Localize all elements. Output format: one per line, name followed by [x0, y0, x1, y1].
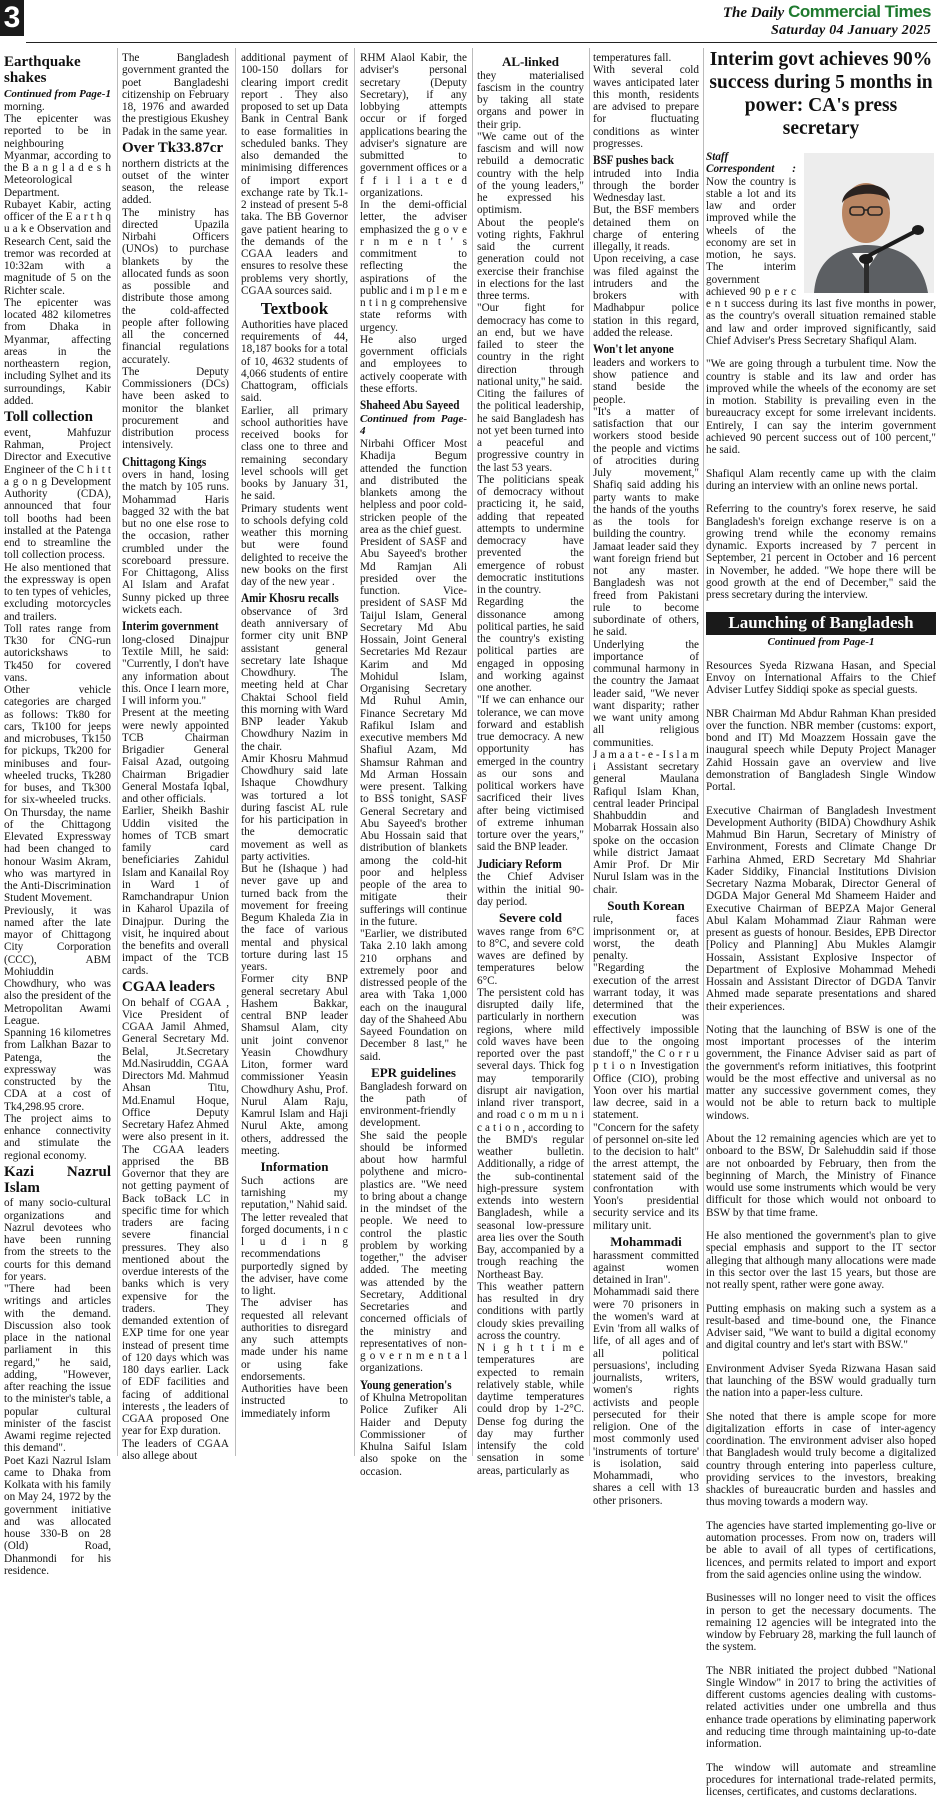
- article-paragraph: He also mentioned the government's plan to give special emphasis and support to the IT sector alleging that although many allocations were made in this sector over the last 15 years, but those are not really spent, rather were gone away.: [706, 1230, 936, 1292]
- article-paragraph: Bangladesh forward on the path of environment-friendly development.: [360, 1080, 467, 1130]
- article-paragraph: With several cold waves anticipated later this month, residents are advised to prepare for fluctuating conditions as winter progresses.: [593, 64, 699, 150]
- story-2-continued: Continued from Page-1: [767, 636, 875, 649]
- article-paragraph: the Chief Adviser within the initial 90-day period.: [477, 871, 584, 908]
- masthead-daily: The Daily: [722, 5, 785, 21]
- article-paragraph: additional payment of 100-150 dollars for clearing import credit report . They also proposed to set up Data Bank in Central Bank to ease formalities in scheduled banks. They also demanded the minimising differences of import export exchange rate by Tk.1-2 instead of present 5-8 taka. The BB Governor gave patient hearing to the demands of the CGAA leaders and ensures to resolve these problems very shortly, CGAA sources said.: [241, 52, 348, 297]
- article-paragraph: Environment Adviser Syeda Rizwana Hasan said that launching of the BSW would gradually turn the nation into a paper-less culture.: [706, 1362, 936, 1400]
- article-paragraph: Primary students went to schools defying cold weather this morning but were found delighted to receive the new books on the first day of the new year .: [241, 502, 348, 589]
- column-divider: [472, 48, 473, 1456]
- story-headline: Interim government: [122, 618, 219, 634]
- article-paragraph: President of SASF and Abu Sayeed's brother Md Ramjan Ali presided over the function. Vice-president of SASF Md Taijul Islam, General Secretary Md Abu Hossain, Joint General Secretaries Md Rezaur Karim and Md Mohidul Islam, Organising Secretary Md Ruhul Amin, Finance Secretary Md Rafikul Islam and executive members Md Shafiul Azam, Md Shamsur Rahman and Md Arman Hossain were present. Talking to BSS tonight, SASF General Secretary and Abu Sayeed's brother Abu Hossain said that distribution of blankets among the cold-hit poor and helpless people of the area to mitigate their sufferings will continue in the future.: [360, 536, 467, 928]
- page-number: 3: [0, 0, 24, 36]
- story-2-headline: Launching of Bangladesh: [706, 612, 936, 635]
- story-headline: Severe cold: [499, 910, 562, 926]
- article-paragraph: The politicians speak of democracy without practicing it, he said, adding that repeated attempts to undermine democracy have prevented the emergence of robust democratic institutions in the country.: [477, 473, 584, 597]
- story-2-body: [706, 660, 936, 1799]
- article-paragraph: Spanning 16 kilometres from Lalkhan Bazar to Patenga, the expressway was constructed by the CDA at a cost of Tk4,298.95 crore.: [4, 1027, 111, 1113]
- story-headline: Kazi Nazrul Islam: [4, 1163, 111, 1196]
- article-paragraph: "Concern for the safety of personnel on-site led to the decision to halt" the arrest attempt, the statement said of the confrontation with Yoon's presidential security service and its military unit.: [593, 1121, 699, 1232]
- article-paragraph: N i g h t t i m e temperatures are expected to remain relatively stable, while daytime temperatures could drop by 1-2°C. Dense fog during the day may further intensify the cold sensation in some areas, particularly as: [477, 1342, 584, 1477]
- article-paragraph: Citing the failures of the political leadership, he said Bangladesh has not yet been turned into a peaceful and progressive country in the last 53 years.: [477, 388, 584, 474]
- article-paragraph: observance of 3rd death anniversary of former city unit BNP assistant general secretary late Ishaque Chowdhury. The meeting held at Char Chaktai School field this morning with Ward BNP leader Yakub Chowdhury Nazim in the chair.: [241, 605, 348, 753]
- article-paragraph: The window will automate and streamline procedures for international trade-related permits, licenses, certificates, and customs declarations.: [706, 1761, 936, 1799]
- article-paragraph: Shafiqul Alam recently came up with the claim during an interview with an online news portal.: [706, 467, 936, 492]
- masthead-name: Commercial Times: [788, 2, 931, 21]
- article-paragraph: Previously, it was named after the late mayor of Chittagong City Corporation (CCC), ABM Mohiuddin Chowdhury, who was also the president of the Metropolitan Awami League.: [4, 904, 111, 1027]
- article-paragraph: He also urged government officials and employees to actively cooperate with these efforts.: [360, 333, 467, 395]
- article-paragraph: "There had been writings and articles with the demand. Discussion also took place in the national parliament in this regard," he said, adding, "However, after reaching the issue to the minister's table, a popular cultural minister of the fascist Awami regime rejected this demand".: [4, 1283, 111, 1455]
- lead-story: [706, 48, 936, 1810]
- column-2: [122, 52, 229, 1462]
- article-paragraph: Mohammadi said there were 70 prisoners in the women's ward at Evin 'from all walks of life, of all ages and of all political persuasions', including journalists, writers, women's rights activists and people persecuted for their religion. One of the most commonly used 'instruments of torture' is isolation, said Mohammadi, who shares a cell with 13 other prisoners.: [593, 1286, 699, 1507]
- story-headline: Won't let anyone: [593, 341, 674, 357]
- story-headline: Over Tk33.87cr: [122, 139, 224, 156]
- lead-headline: Interim govt achieves 90% success during 5 months in power: CA's press secretary: [709, 49, 933, 139]
- story-headline: Textbook: [260, 299, 329, 318]
- article-paragraph: Present at the meeting were newly appointed TCB Chairman Brigadier General Faisal Azad, outgoing Chairman Brigadier General Mostafa Iqbal, and other officials.: [122, 707, 229, 806]
- article-paragraph: Former city BNP general secretary Abul Hashem Bakkar, central BNP leader Shamsul Alam, city unit joint convenor Yeasin Chowdhury Liton, former ward commissioner Yeasin Chowdhury Ashu, Prof. Nurul Alam Raju, Kamrul Islam and Haji Nurul Akte, among others, addressed the meeting.: [241, 973, 348, 1157]
- article-paragraph: Toll rates range from Tk30 for CNG-run autorickshaws to Tk450 for covered vans.: [4, 622, 111, 684]
- article-paragraph: "Earlier, we distributed Taka 2.10 lakh among 210 orphans and extremely poor and distressed people of the area with Taka 1,000 each on the inaugural day of the Shaheed Abu Sayeed Foundation on December 8 last," he said.: [360, 928, 467, 1063]
- column-4: [360, 52, 467, 1478]
- article-paragraph: "We are going through a turbulent time. Now the country is stable and its law and order has improved while the wheels of the economy are set in motion. Stability is prevailing even in the bureaucracy except for some irrelevant incidents. Entirely, I can say the interim government achieved 90 percent success out of 100 percent," he said.: [706, 358, 936, 457]
- article-paragraph: Regarding the dissonance among political parties, he said the country's existing political parties are engaged in opposing and working against one another.: [477, 596, 584, 695]
- story-headline: AL-linked: [501, 54, 560, 69]
- article-paragraph: Earlier, all primary school authorities have received books for class one to three and remaining secondary level schools will get books by January 31, he said.: [241, 404, 348, 503]
- issue-date: Saturday 04 January 2025: [770, 23, 931, 38]
- article-paragraph: NBR Chairman Md Abdur Rahman Khan presided over the function. NBR member (customs: export, bond and IT) Md Moazzem Hossain gave the inaugural speech while Deputy Project Manager Zahid Hossain gave an overview and live demonstration of Bangladesh Single Window Portal.: [706, 707, 936, 794]
- article-paragraph: Referring to the country's forex reserve, he said Bangladesh's foreign exchange reserve is on a growing trend while the economy remains dynamic. Exports increased by 7 percent in September, 21 percent in October and 16 percent in November, he added. "We hope there will be good growth at the end of December," said the press secretary during the interview.: [706, 503, 936, 601]
- story-headline: Young generation's: [360, 1376, 452, 1392]
- article-paragraph: temperatures fall.: [593, 52, 672, 64]
- article-paragraph: Authorities have been instructed to immediately inform: [241, 1383, 348, 1420]
- portrait-illustration: [804, 153, 934, 293]
- column-5: [477, 52, 584, 1477]
- article-paragraph: leaders and workers to show patience and stand beside the people.: [593, 356, 699, 406]
- article-paragraph: northern districts at the outset of the winter season, the release added.: [122, 157, 229, 207]
- continued-note: Continued from Page- 4: [360, 412, 467, 437]
- article-paragraph: "Our fight for democracy has come to an end, but we have failed to steer the country in the right direction through national unity," he said.: [477, 302, 584, 388]
- story-headline: Information: [260, 1159, 329, 1175]
- masthead: [723, 2, 931, 22]
- column-divider: [117, 48, 118, 1456]
- column-divider: [589, 48, 590, 1456]
- header-rule: [26, 42, 937, 43]
- article-paragraph: J a m a a t - e - I s l a m i Assistant secretary general Maulana Rafiqul Islam Khan, central leader Principal Shahbuddin and Mobarrak Hossain also spoke on the occasion while district Jamaat Amir Prof. Dr Mir Nurul Islam was in the chair.: [593, 748, 699, 896]
- article-paragraph: Authorities have placed requirements of 44, 18,187 books for a total of 10, 4632 students of 4,066 students of entire Chattogram, officials said.: [241, 318, 348, 405]
- lead-paragraphs: [706, 358, 936, 601]
- story-headline: Judiciary Reform: [477, 855, 562, 871]
- press-secretary-photo: [804, 153, 934, 293]
- article-paragraph: long-closed Dinajpur Textile Mill, he said: "Currently, I don't have any information about this. Once I learn more, I will inform you.": [122, 633, 229, 708]
- article-paragraph: Nirbahi Officer Most Khadija Begum attended the function and distributed the blankets among the helpless and poor cold-stricken people of the area as the chief guest.: [360, 438, 467, 536]
- article-paragraph: This weather pattern has resulted in dry conditions with partly cloudy skies prevailing across the country.: [477, 1280, 584, 1342]
- article-paragraph: Rubayet Kabir, acting officer of the E a r t h q u a k e Observation and Research Cent, said the tremor was recorded at 10:32am with a magnitude of 5 on the Richter scale.: [4, 198, 111, 297]
- article-paragraph: He also mentioned that the expressway is open to ten types of vehicles, excluding motorcycles and trailers.: [4, 561, 111, 623]
- story-headline: Mohammadi: [610, 1233, 682, 1249]
- lead-byline: Staff Correspondent :: [706, 151, 796, 176]
- story-headline: EPR guidelines: [371, 1064, 456, 1080]
- article-paragraph: The epicenter was located 482 kilometres from Dhaka in Myanmar, affecting areas in the northeastern region, including Sylhet and its surroundings, Kabir added.: [4, 296, 111, 407]
- article-paragraph: On behalf of CGAA , Vice President of CGAA Jamil Ahmed, General Secretary Md. Belal, Jt.Secretary Md.Nasiruddin, CGAA Directors Md. Mahmud Ahsan Titu, Md.Enamul Hoque, Office Deputy Secretary Hafez Ahmed were also present in it. The CGAA leaders apprised the BB Governor that they are not getting payment of Back toBack LC in specific time for which traders are facing severe financial pressures. They also mentioned about the overdue interests of the banks which is very expensive for the traders. They demanded extention of EXP time for one year instead of present time of 120 days which was 180 days earlier. Lack of EDF facilities and facing of additional interests , the leaders of CGAA proposed One year for Exp duration.: [122, 996, 229, 1438]
- article-paragraph: of many socio-cultural organizations and Nazrul devotees who have been running from the streets to the courts for this demand for years.: [4, 1197, 111, 1283]
- article-paragraph: Amir Khosru Mahmud Chowdhury said late Ishaque Chowdhury was tortured a lot during fascist AL rule for his participation in the democratic movement as well as party activities.: [241, 752, 348, 863]
- article-paragraph: The ministry has directed Upazila Nirbahi Officers (UNOs) to purchase blankets by the allocated funds as soon as possible and distribute those among the cold-affected people after following all the concerned financial regulations accurately.: [122, 206, 229, 366]
- article-paragraph: RHM Alaol Kabir, the adviser's personal secretary (Deputy Secretary), if any lobbying attempts occur or if forged applications bearing the adviser's signature are submitted to government offices or a f f i l i a t e d organizations.: [360, 52, 467, 199]
- article-paragraph: The Bangladesh government granted the poet Bangladeshi citizenship on February 18, 1976 and awarded the prestigious Ekushey Padak in the same year.: [122, 52, 229, 138]
- article-paragraph: About the people's voting rights, Fakhrul said the current generation could not exercise their franchise in elections for the last three terms.: [477, 216, 584, 303]
- lead-paragraph: Now the country is stable a lot and its law and order improved while the wheels of the economy are set in motion, he says. The interim government achieved 90 p e r c e n t success during its last five months in power, as the country's overall situation remained stable and law and order improved significantly, said Chief Adviser's Press Secretary Shafiqul Alam.: [706, 175, 936, 347]
- article-paragraph: of Khulna Metropolitan Police Zufiker Ali Haider and Deputy Commissioner of Khulna Saiful Islam also spoke on the occasion.: [360, 1392, 467, 1478]
- article-paragraph: "If we can enhance our tolerance, we can move forward and establish true democracy. A new opportunity has emerged in the country as our sons and political workers have sacrificed their lives after being victimised of extreme inhuman torture over the years," said the BNP leader.: [477, 694, 584, 854]
- story-headline: CGAA leaders: [122, 978, 215, 995]
- article-paragraph: "It's a matter of satisfaction that our workers stood beside the people and victims of atrocities during July movement," Shafiq said adding his party wants to make the hands of the youths as the tools for building the country.: [593, 405, 699, 541]
- article-paragraph: Such actions are tarnishing my reputation," Nahid said.: [241, 1174, 348, 1212]
- article-paragraph: rule, faces imprisonment or, at worst, the death penalty.: [593, 913, 699, 963]
- article-paragraph: The adviser has requested all relevant authorities to disregard any such attempts made under his name or using fake endorsements.: [241, 1297, 348, 1383]
- lead-body: [706, 151, 936, 601]
- column-1: [4, 52, 111, 1577]
- article-paragraph: The project aims to enhance connectivity and stimulate the regional economy.: [4, 1112, 111, 1162]
- article-paragraph: Upon receiving, a case was filed against the intruders and the brokers with Madhabpur police station in this regard, added the release.: [593, 253, 699, 339]
- article-paragraph: "Regarding the execution of the arrest warrant today, it was determined that the execution was effectively impossible due to the ongoing standoff," the C o r r u p t i o n Investigation Office (CIO), probing Yoon over his martial law decree, said in a statement.: [593, 962, 699, 1122]
- article-paragraph: But, the BSF members detained them on charge of entering illegally, it reads.: [593, 204, 699, 254]
- article-paragraph: Poet Kazi Nazrul Islam came to Dhaka from Kolkata with his family on May 24, 1972 by the government initiative and was allocated house 330-B on 28 (Old) Road, Dhanmondi for his residence.: [4, 1454, 111, 1577]
- article-paragraph: The Deputy Commissioners (DCs) have been asked to monitor the blanket procurement and distribution process intensively.: [122, 365, 229, 452]
- article-paragraph: Executive Chairman of Bangladesh Investment Development Authority (BIDA) Chowdhury Ashik Mahmud Bin Harun, Secretary of Ministry of Environment, Forests and Climate Change Dr Farhina Ahmed, ERD Secretary Md Shahriar Kader Siddiky, Financial Institutions Division Secretary Nazma Mobarak, Director General of DGDA Major General Md Shameem Haider and Executive Chairman of BEPZA Major General Abul Kalam Mohammad Ziaur Rahman were present as guests of honour. Besides, EPB Director [Policy and Planning] Abu Mukles Alamgir Hossain, Assistant Explosive Inspector of Department of Explosive Mohammad Mehedi Hossain and Assistant Director of DGDA Tanvir Ahmed made separate presentations and shared their experiences.: [706, 804, 936, 1013]
- article-paragraph: Resources Syeda Rizwana Hasan, and Special Envoy on International Affairs to the Chief Adviser Lutfey Siddiqi spoke as special guests.: [706, 659, 936, 697]
- story-headline: South Korean: [607, 897, 685, 913]
- continued-note: Continued from Page-1: [4, 87, 111, 100]
- column-6: [593, 52, 699, 1507]
- article-paragraph: The NBR initiated the project dubbed "National Single Window" in 2017 to bring the activities of different customs agencies dealing with customs-related activities under one umbrella and thus enhance trade operations by eliminating paperwork and reducing time through maintaining up-to-date information.: [706, 1664, 936, 1751]
- article-paragraph: She noted that there is ample scope for more digitalization efforts in case of inter-agency coordination. The environment adviser also hoped that Bangladesh would truly become a digitalized country through entering into paperless culture, providing services to the investors, breaking shackles of bureaucratic burden and hassles and thus moving towards a modern way.: [706, 1410, 936, 1509]
- article-paragraph: About the 12 remaining agencies which are yet to onboard to the BSW, Dr Salehuddin said if those are not onboarded by February, then from the beginning of March, the Ministry of Finance would use some instruments which would be very difficult for those which would not onboard to BSW by that time frame.: [706, 1133, 936, 1219]
- article-paragraph: Jamaat leader said they want foreign friend but not any master. Bangladesh was not freed from Pakistani rule to become subordinate of others, he said.: [593, 540, 699, 639]
- story-headline: Earthquake shakes: [4, 54, 81, 86]
- article-paragraph: morning.: [4, 100, 45, 113]
- column-divider: [354, 48, 355, 1456]
- article-paragraph: But he (Ishaque ) had never gave up and turned back from the movement for freeing Begum Khaleda Zia in the face of various mental and physical torture during last 15 years.: [241, 863, 348, 974]
- article-paragraph: they materialised fascism in the country by taking all state organs and power in their grip.: [477, 69, 584, 131]
- story-headline: BSF pushes back: [593, 152, 674, 167]
- article-paragraph: "We came out of the fascism and will now rebuild a democratic country with the help of the young leaders," he expressed his optimism.: [477, 130, 584, 217]
- article-paragraph: The epicenter was reported to be in neighbouring Myanmar, according to the B a n g l a d e s h Meteorological Department.: [4, 113, 111, 199]
- story-headline: Amir Khosru recalls: [241, 590, 339, 606]
- article-paragraph: harassment committed against women detained in Iran".: [593, 1249, 699, 1287]
- article-paragraph: The persistent cold has disrupted daily life, particularly in northern regions, where mild cold waves have been reported over the past several days. Thick fog may temporarily disrupt air navigation, inland river transport, and road c o m m u n i c a t i o n , according to the BMD's regular weather bulletin. Additionally, a ridge of the sub-continental high-pressure system extends into western Bangladesh, while a seasonal low-pressure area lies over the South Bay, accompanied by a trough reaching the Northeast Bay.: [477, 986, 584, 1281]
- article-paragraph: Putting emphasis on making such a system as a result-based and time-bound one, the Finance Adviser said, "We want to build a digital economy and digital country and let's start with BSW.": [706, 1302, 936, 1352]
- article-paragraph: waves range from 6°C to 8°C, and severe cold waves are defined by temperatures below 6°C.: [477, 925, 584, 987]
- column-divider: [703, 48, 704, 1456]
- article-paragraph: event, Mahfuzur Rahman, Project Director and Executive Engineer of the C h i t t a g o n g Development Authority (CDA), announced that four toll booths had been installed at the Patenga end to streamline the toll collection process.: [4, 426, 111, 562]
- article-paragraph: The letter revealed that forged documents, i n c l u d i n g recommendations purportedly signed by the adviser, have come to light.: [241, 1211, 348, 1298]
- article-paragraph: She said the people should be informed about how harmful polythene and micro-plastics are. "We need to bring about a change in the mindset of the people. We need to control the plastic problem by working together," the adviser added. The meeting was attended by the Secretary, Additional Secretaries and concerned officials of the ministry and representatives of non-g o v e r n m e n t a l organizations.: [360, 1129, 467, 1375]
- article-paragraph: The agencies have started implementing go-live or automation processes. From now on, traders will be able to avail of all types of certifications, licences, and permits related to import and export from the said agencies online using the window.: [706, 1519, 936, 1581]
- column-3: [241, 52, 348, 1454]
- column-divider: [235, 48, 236, 1456]
- article-paragraph: overs in hand, losing the match by 105 runs. Mohammad Haris bagged 32 with the bat but no one else rose to the occasion, rather crumbled under the scoreboard pressure. For Chittagong, Aliss Al Islam and Arafat Sunny picked up three wickets each.: [122, 469, 229, 616]
- article-paragraph: Underlying the importance of communal harmony in the country the Jamaat leader said, "We never want disparity; rather we want unity among all religious communities.: [593, 638, 699, 749]
- article-paragraph: Earlier, Sheikh Bashir Uddin visited the homes of TCB smart family card beneficiaries Zahidul Islam and Kanailal Roy in Ward 1 of Ramchandrapur Union in Kaharol Upazila of Dinajpur. During the visit, he inquired about the benefits and overall impact of the TCB cards.: [122, 805, 229, 977]
- article-paragraph: In the demi-official letter, the adviser emphasized the g o v e r n m e n t ' s commitment to reflecting the aspirations of the public and i m p l e m e n t i n g comprehensive state reforms with urgency.: [360, 199, 467, 334]
- story-headline: Chittagong Kings: [122, 453, 207, 469]
- article-paragraph: Noting that the launching of BSW is one of the most important processes of the interim government, the Finance Adviser said as part of the government's reform initiatives, this footprint would be the most effective and universal as no matter any successive government comes, they would not be able to return back to multiple windows.: [706, 1023, 936, 1122]
- article-paragraph: The leaders of CGAA also allege about: [122, 1437, 229, 1462]
- story-headline: Toll collection: [4, 409, 94, 425]
- article-paragraph: intruded into India through the border Wednesday last.: [593, 167, 699, 205]
- article-paragraph: Businesses will no longer need to visit the offices in person to get the necessary documents. The remaining 12 agencies will be integrated into the window by February 28, marking the full launch of the system.: [706, 1592, 936, 1654]
- story-headline: Shaheed Abu Sayeed: [360, 397, 460, 412]
- article-paragraph: Other vehicle categories are charged as follows: Tk80 for cars, Tk100 for jeeps and microbuses, Tk150 for pickups, Tk200 for minibuses and four-wheeled trucks, Tk280 for buses, and Tk300 for six-wheeled trucks. On Thursday, the name of the Chittagong Elevated Expressway had been changed to honour Wasim Akram, who was martyred in the Anti-Discrimination Student Movement.: [4, 684, 111, 905]
